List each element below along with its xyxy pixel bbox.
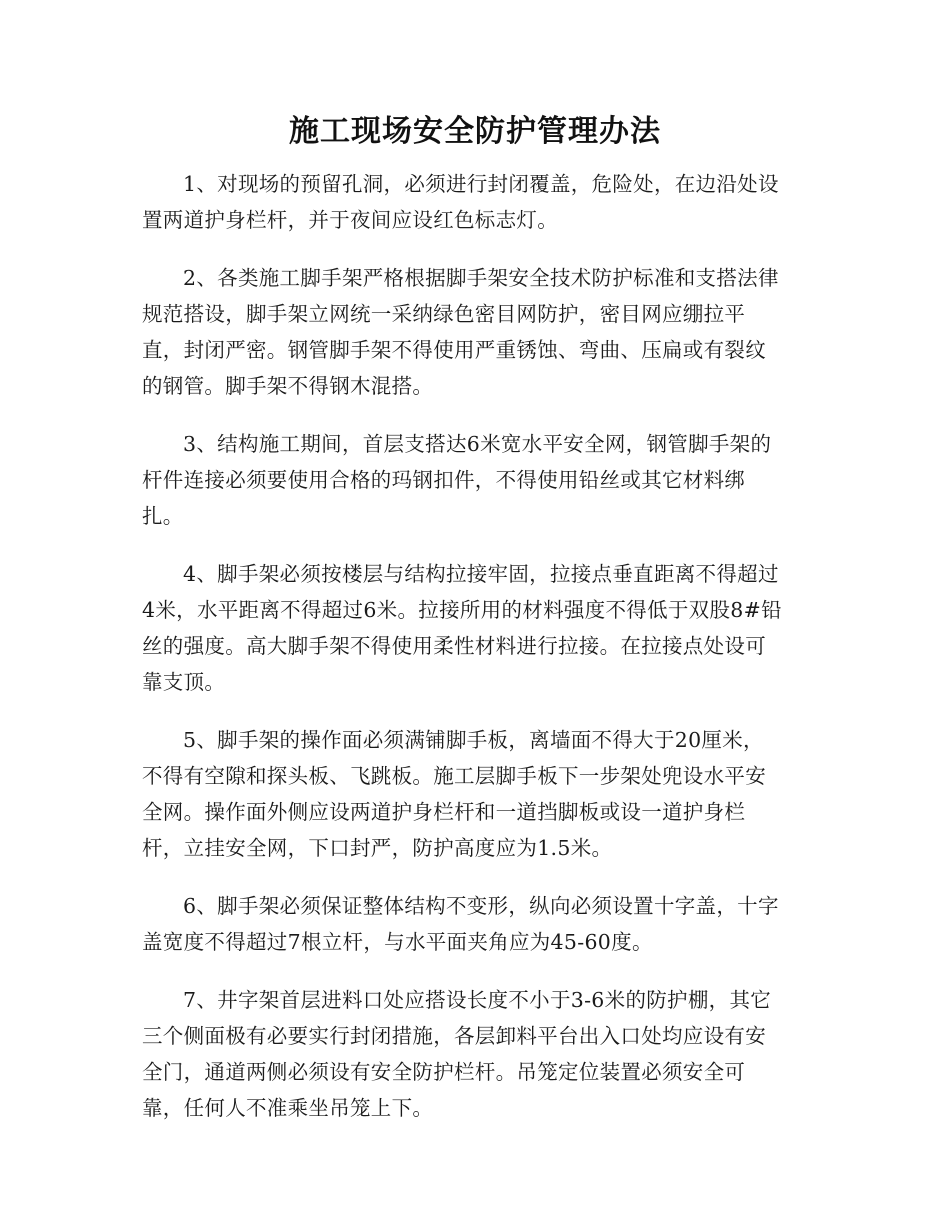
paragraph-line: 全门，通道两侧必须设有安全防护栏杆。吊笼定位装置必须安全可 xyxy=(142,1060,746,1084)
paragraph-line: 盖宽度不得超过7根立杆，与水平面夹角应为45-60度。 xyxy=(142,930,653,954)
paragraph-line: 全网。操作面外侧应设两道护身栏杆和一道挡脚板或设一道护身栏 xyxy=(142,800,746,824)
paragraph-line: 3、结构施工期间，首层支搭达6米宽水平安全网，钢管脚手架的 xyxy=(183,432,772,456)
paragraph-6 xyxy=(142,888,806,960)
paragraph-5 xyxy=(142,722,806,866)
paragraph-line: 6、脚手架必须保证整体结构不变形，纵向必须设置十字盖，十字 xyxy=(183,894,779,918)
paragraph-line: 5、脚手架的操作面必须满铺脚手板，离墙面不得大于20厘米， xyxy=(183,728,764,752)
paragraph-line: 1、对现场的预留孔洞，必须进行封闭覆盖，危险处，在边沿处设 xyxy=(183,172,779,196)
paragraph-line: 直，封闭严密。钢管脚手架不得使用严重锈蚀、弯曲、压扁或有裂纹 xyxy=(142,338,766,362)
paragraph-3 xyxy=(142,426,806,534)
paragraph-line: 杆件连接必须要使用合格的玛钢扣件，不得使用铅丝或其它材料绑 xyxy=(142,468,746,492)
paragraph-4 xyxy=(142,556,806,700)
paragraph-2 xyxy=(142,260,806,404)
paragraph-line: 靠，任何人不准乘坐吊笼上下。 xyxy=(142,1096,434,1120)
paragraph-line: 不得有空隙和探头板、飞跳板。施工层脚手板下一步架处兜设水平安 xyxy=(142,764,766,788)
paragraph-line: 三个侧面极有必要实行封闭措施，各层卸料平台出入口处均应设有安 xyxy=(142,1024,766,1048)
paragraph-line: 扎。 xyxy=(142,504,184,528)
paragraph-1 xyxy=(142,166,806,238)
paragraph-line: 7、井字架首层进料口处应搭设长度不小于3-6米的防护棚，其它 xyxy=(183,988,772,1012)
paragraph-line: 4米，水平距离不得超过6米。拉接所用的材料强度不得低于双股8#铅 xyxy=(142,598,782,622)
paragraph-line: 杆，立挂安全网，下口封严，防护高度应为1.5米。 xyxy=(142,836,613,860)
paragraph-line: 置两道护身栏杆，并于夜间应设红色标志灯。 xyxy=(142,208,558,232)
paragraph-line: 4、脚手架必须按楼层与结构拉接牢固，拉接点垂直距离不得超过 xyxy=(183,562,779,586)
paragraph-line: 靠支顶。 xyxy=(142,670,226,694)
paragraph-line: 丝的强度。高大脚手架不得使用柔性材料进行拉接。在拉接点处设可 xyxy=(142,634,766,658)
paragraph-line: 规范搭设，脚手架立网统一采纳绿色密目网防护，密目网应绷拉平 xyxy=(142,302,746,326)
document-title: 施工现场安全防护管理办法 xyxy=(289,114,661,149)
document-body xyxy=(142,166,806,1148)
paragraph-7 xyxy=(142,982,806,1126)
paragraph-line: 2、各类施工脚手架严格根据脚手架安全技术防护标准和支搭法律 xyxy=(183,266,779,290)
paragraph-line: 的钢管。脚手架不得钢木混搭。 xyxy=(142,374,434,398)
